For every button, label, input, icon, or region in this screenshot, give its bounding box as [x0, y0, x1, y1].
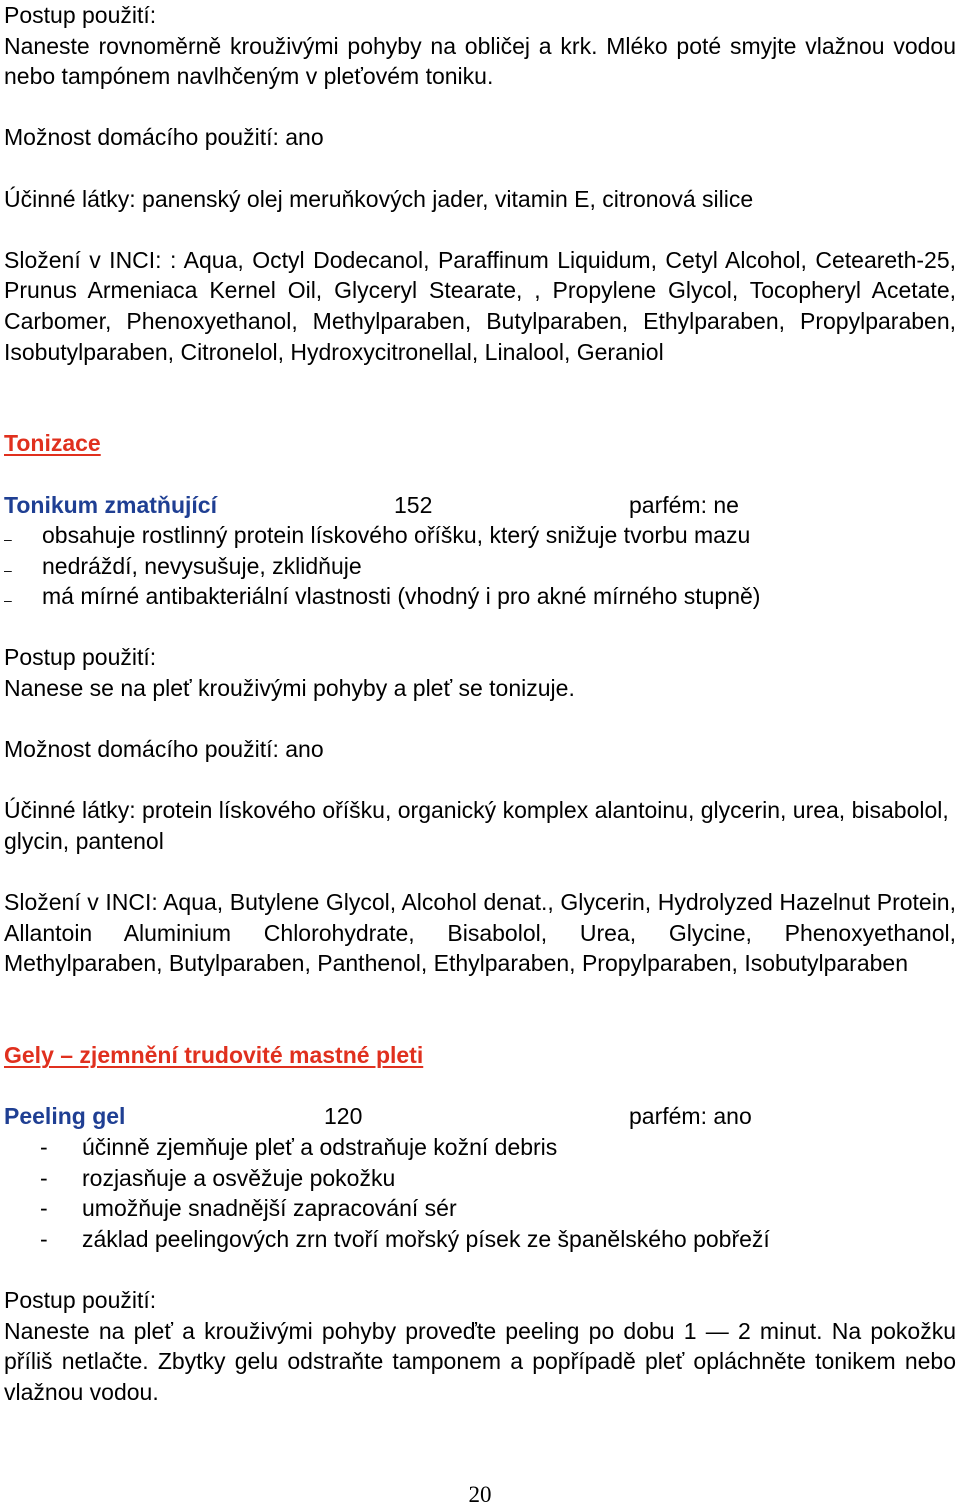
inci-composition: Složení v INCI: : Aqua, Octyl Dodecanol, Paraffinum Liquidum, Cetyl Alcohol, Ceteareth-25, Prunus Armeniaca Kernel Oil, Glyceryl Stearate, , Propylene Glycol, Tocopheryl Acetate, Carbomer, Phenoxyethanol, Methylparaben, Butylparaben, Ethylparaben, Propylparaben, Isobutylparaben, Citronelol, Hydroxycitronellal, Linalool, Geraniol — [4, 246, 956, 365]
bullet-mark: - — [40, 1225, 48, 1252]
active-ingredients: Účinné látky: protein lískového oříšku, organický komplex alantoinu, glycerin, urea, bisabolol, glycin, pantenol — [4, 797, 949, 855]
product-name: Peeling gel — [4, 1103, 126, 1130]
bullet-mark: – — [4, 592, 12, 609]
bullet-mark: – — [4, 531, 12, 548]
product-number: 120 — [324, 1103, 363, 1130]
bullet-mark: – — [4, 561, 12, 578]
section-title-tonizace: Tonizace — [4, 430, 101, 457]
product-name: Tonikum zmatňující — [4, 491, 217, 518]
product-line-peeling-gel — [4, 1101, 956, 1132]
product-perfume: parfém: ne — [629, 491, 739, 518]
list-item — [4, 1163, 956, 1194]
active-ingredients: Účinné látky: panenský olej meruňkových jader, vitamin E, citronová silice — [4, 185, 754, 212]
list-item — [4, 581, 956, 612]
bullet-mark: - — [40, 1195, 48, 1222]
bullet-mark: - — [40, 1133, 48, 1160]
usage-label: Postup použití: — [4, 644, 157, 671]
bullet-text: rozjasňuje a osvěžuje pokožku — [82, 1164, 396, 1191]
usage-label: Postup použití: — [4, 2, 157, 28]
list-item — [4, 1224, 956, 1255]
product-line-tonikum — [4, 490, 956, 521]
home-use-line: Možnost domácího použití: ano — [4, 736, 324, 763]
usage-text: Nanese se na pleť krouživými pohyby a pleť se tonizuje. — [4, 675, 575, 702]
usage-text: Naneste na pleť a krouživými pohyby proveďte peeling po dobu 1 — 2 minut. Na pokožku příliš netlačte. Zbytky gelu odstraňte tamponem a popřípadě pleť opláchněte tonikem nebo vlažnou vodou. — [4, 1317, 956, 1405]
list-item — [4, 1132, 956, 1163]
usage-label: Postup použití: — [4, 1286, 157, 1313]
document-page — [4, 0, 956, 1407]
section-title-gely: Gely – zjemnění trudovité mastné pleti — [4, 1042, 424, 1069]
page-number: 20 — [468, 1482, 492, 1507]
inci-composition: Složení v INCI: Aqua, Butylene Glycol, Alcohol denat., Glycerin, Hydrolyzed Hazelnut Protein, Allantoin Aluminium Chlorohydrate, Bisabolol, Urea, Glycine, Phenoxyethanol, Methylparaben, Butylparaben, Panthenol, Ethylparaben, Propylparaben, Isobutylparaben — [4, 889, 956, 977]
list-item — [4, 1193, 956, 1224]
product-number: 152 — [394, 491, 433, 518]
bullet-mark: - — [40, 1164, 48, 1191]
list-item — [4, 551, 956, 582]
product-perfume: parfém: ano — [629, 1103, 752, 1130]
usage-text: Naneste rovnoměrně krouživými pohyby na obličej a krk. Mléko poté smyjte vlažnou vodou nebo tampónem navlhčeným v pleťovém toniku. — [4, 32, 956, 90]
bullet-text: základ peelingových zrn tvoří mořský písek ze španělského pobřeží — [82, 1225, 770, 1252]
bullet-text: umožňuje snadnější zapracování sér — [82, 1195, 457, 1222]
bullet-text: má mírné antibakteriální vlastnosti (vhodný i pro akné mírného stupně) — [42, 583, 761, 610]
bullet-text: obsahuje rostlinný protein lískového oříšku, který snižuje tvorbu mazu — [42, 522, 751, 549]
bullet-text: účinně zjemňuje pleť a odstraňuje kožní debris — [82, 1133, 558, 1160]
list-item — [4, 520, 956, 551]
bullet-text: nedráždí, nevysušuje, zklidňuje — [42, 552, 362, 579]
home-use-line: Možnost domácího použití: ano — [4, 124, 324, 151]
